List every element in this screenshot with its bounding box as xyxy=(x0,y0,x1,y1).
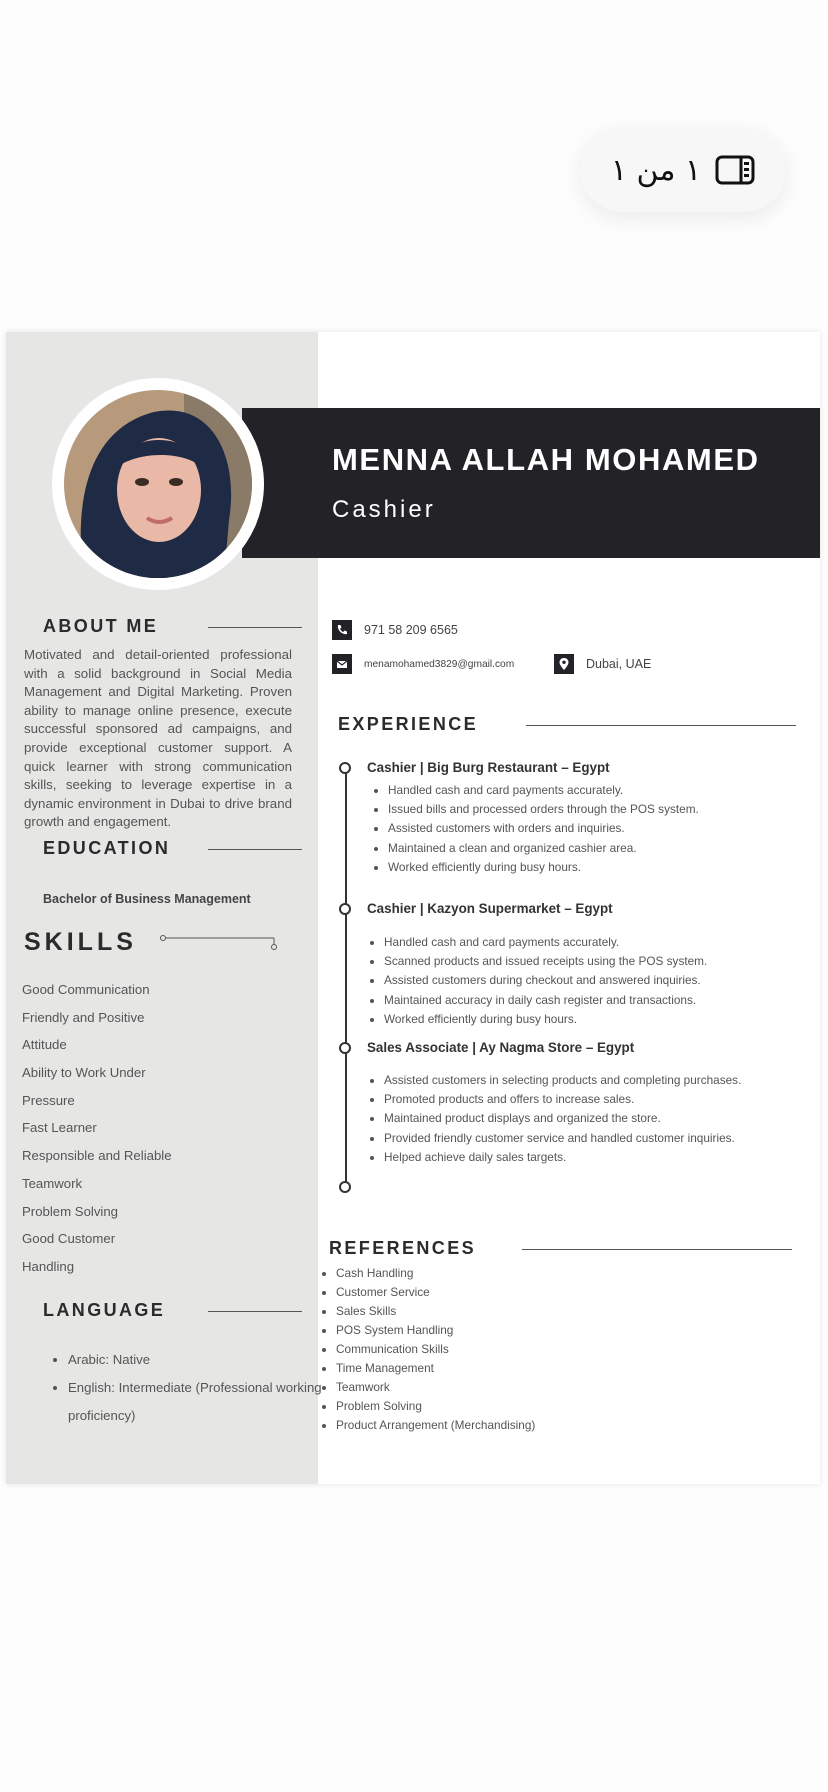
language-list xyxy=(40,1346,328,1430)
resume-page xyxy=(6,332,820,1484)
resume-name: MENNA ALLAH MOHAMED xyxy=(332,442,760,477)
skill-item: Pressure xyxy=(22,1092,75,1108)
reference-item: • Sales Skills xyxy=(336,1302,535,1321)
skills-heading: SKILLS xyxy=(24,928,137,956)
reference-item: • POS System Handling xyxy=(336,1321,535,1340)
education-degree: Bachelor of Business Management xyxy=(43,892,251,906)
job-duty: • Handled cash and card payments accurately. xyxy=(388,781,699,800)
reference-item: • Cash Handling xyxy=(336,1264,535,1283)
job-duty: • Assisted customers during checkout and answered inquiries. xyxy=(384,971,707,990)
references-divider xyxy=(522,1249,792,1250)
skill-item: Teamwork xyxy=(22,1175,83,1191)
language-item: • Arabic: Native xyxy=(68,1346,328,1374)
about-heading: ABOUT ME xyxy=(43,616,159,636)
email-icon xyxy=(332,654,352,674)
job-duty: • Helped achieve daily sales targets. xyxy=(384,1148,741,1167)
contact-location xyxy=(554,654,651,674)
phone-text: 971 58 209 6565 xyxy=(364,623,458,637)
job-duty: • Assisted customers in selecting products and completing purchases. xyxy=(384,1071,741,1090)
reference-item: • Communication Skills xyxy=(336,1340,535,1359)
job-duty: • Maintained a clean and organized cashier area. xyxy=(388,839,699,858)
skill-item: Problem Solving xyxy=(22,1203,119,1219)
contact-email xyxy=(332,654,514,674)
education-divider xyxy=(208,849,302,850)
location-pin-icon xyxy=(554,654,574,674)
reference-item: • Teamwork xyxy=(336,1378,535,1397)
contact-phone xyxy=(332,620,458,640)
timeline-dot xyxy=(339,1181,351,1193)
reference-item: • Time Management xyxy=(336,1359,535,1378)
job-duty: • Worked efficiently during busy hours. xyxy=(388,858,699,877)
reference-item: • Customer Service xyxy=(336,1283,535,1302)
job-duty: • Assisted customers with orders and inquiries. xyxy=(388,819,699,838)
job-duty: • Provided friendly customer service and handled customer inquiries. xyxy=(384,1129,741,1148)
job-title: Sales Associate | Ay Nagma Store – Egypt xyxy=(367,1040,635,1055)
job-duty: • Issued bills and processed orders through the POS system. xyxy=(388,800,699,819)
education-heading: EDUCATION xyxy=(43,838,171,858)
job-duty: • Promoted products and offers to increase sales. xyxy=(384,1090,741,1109)
page-indicator[interactable] xyxy=(580,128,786,212)
phone-icon xyxy=(332,620,352,640)
timeline-dot xyxy=(339,1042,351,1054)
job-duty: • Maintained product displays and organized the store. xyxy=(384,1109,741,1128)
name-banner xyxy=(242,408,820,558)
experience-timeline xyxy=(345,766,347,1184)
job-duty: • Worked efficiently during busy hours. xyxy=(384,1010,707,1029)
reference-item: • Product Arrangement (Merchandising) xyxy=(336,1416,535,1435)
email-text: menamohamed3829@gmail.com xyxy=(364,658,515,670)
references-heading: REFERENCES xyxy=(329,1238,477,1258)
references-list xyxy=(316,1264,535,1435)
skill-item: Good Customer xyxy=(22,1231,116,1247)
experience-divider xyxy=(526,725,796,726)
experience-heading: EXPERIENCE xyxy=(338,714,479,734)
timeline-dot xyxy=(339,903,351,915)
page-view-icon xyxy=(715,155,755,185)
job-duty: • Handled cash and card payments accurately. xyxy=(384,933,707,952)
job-duty: • Maintained accuracy in daily cash register and transactions. xyxy=(384,991,707,1010)
job-duties xyxy=(356,933,707,1029)
skill-item: Responsible and Reliable xyxy=(22,1148,172,1164)
avatar xyxy=(64,390,252,578)
about-divider xyxy=(208,627,302,628)
job-duty: • Scanned products and issued receipts using the POS system. xyxy=(384,952,707,971)
skills-list xyxy=(22,976,172,1281)
skill-item: Attitude xyxy=(22,1037,67,1053)
job-duties xyxy=(356,1071,741,1167)
location-text: Dubai, UAE xyxy=(586,657,652,671)
timeline-dot xyxy=(339,762,351,774)
language-heading: LANGUAGE xyxy=(43,1300,166,1320)
page-indicator-label: ١ من ١ xyxy=(610,152,702,188)
skills-divider xyxy=(160,935,280,956)
about-text: Motivated and detail-oriented professional with a solid background in Social Media Management and Digital Marketing. Proven ability to manage online presence, execute successful sponsored ad campaigns, and provide exceptional customer support. A quick learner with strong communication skills, seeking to leverage expertise in a dynamic environment in Dubai to drive brand growth and engagement. xyxy=(24,647,292,830)
skill-item: Handling xyxy=(22,1258,75,1274)
language-item: • English: Intermediate (Professional working proficiency) xyxy=(68,1374,328,1430)
job-title: Cashier | Kazyon Supermarket – Egypt xyxy=(367,901,613,916)
skill-item: Good Communication xyxy=(22,982,150,997)
reference-item: • Problem Solving xyxy=(336,1397,535,1416)
job-title: Cashier | Big Burg Restaurant – Egypt xyxy=(367,760,610,775)
skill-item: Friendly and Positive xyxy=(22,1009,145,1025)
skill-item: Ability to Work Under xyxy=(22,1065,146,1081)
skill-item: Fast Learner xyxy=(22,1120,97,1136)
job-duties xyxy=(360,781,699,877)
language-divider xyxy=(208,1311,302,1312)
resume-job-title: Cashier xyxy=(332,496,436,523)
